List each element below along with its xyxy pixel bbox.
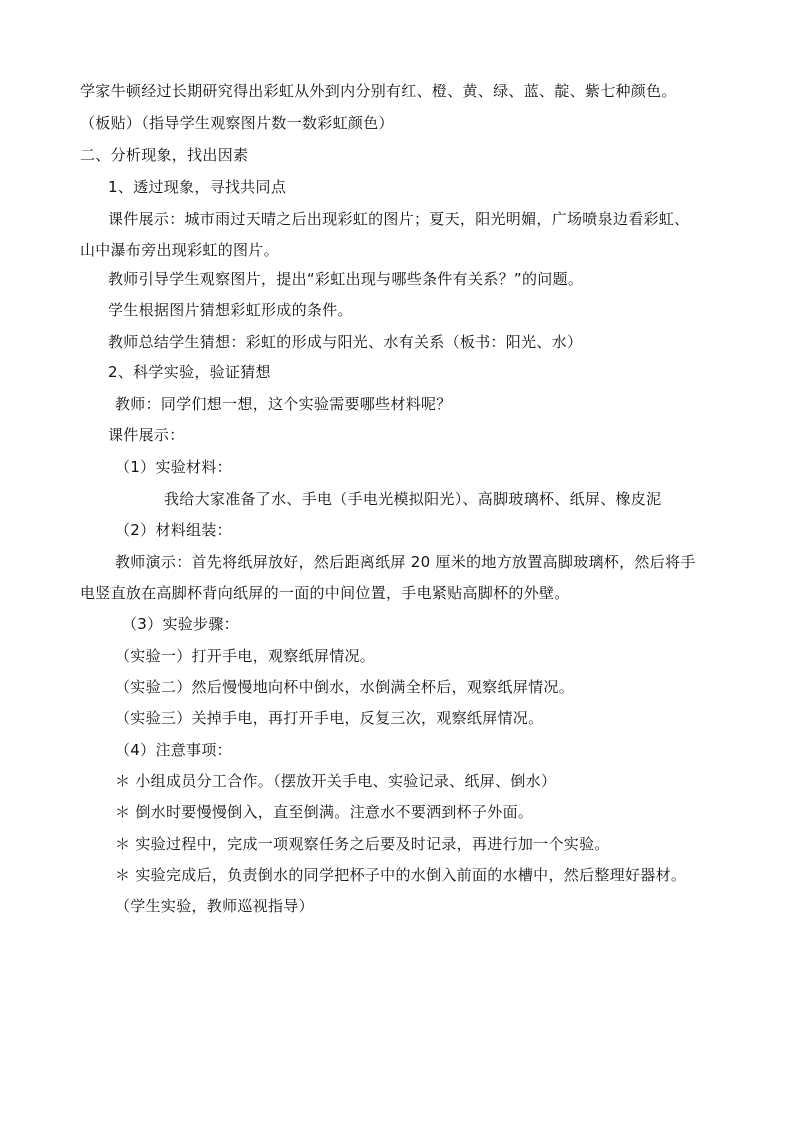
subsection-heading: 1、透过现象，寻找共同点 [108, 178, 287, 196]
subsection-heading: 2、科学实验，验证猜想 [108, 363, 271, 381]
text-line: （实验一）打开手电，观察纸屏情况。 [115, 647, 376, 665]
list-heading: （2）材料组装： [115, 521, 232, 539]
list-item: ＊ 小组成员分工合作。（摆放开关手电、实验记录、纸屏、倒水） [115, 772, 557, 790]
text-line: （实验三）关掉手电，再打开手电，反复三次，观察纸屏情况。 [115, 709, 544, 727]
text-line: 课件展示：城市雨过天晴之后出现彩虹的图片；夏天，阳光明媚，广场喷泉边看彩虹、 [108, 210, 690, 228]
text-line: 我给大家准备了水、手电（手电光模拟阳光）、高脚玻璃杯、纸屏、橡皮泥 [164, 490, 662, 508]
text-line: 电竖直放在高脚杯背向纸屏的一面的中间位置，手电紧贴高脚杯的外壁。 [80, 584, 570, 602]
text-line: （板贴）（指导学生观察图片数一数彩虹颜色） [80, 114, 394, 132]
text-line: 教师：同学们想一想，这个实验需要哪些材料呢？ [115, 395, 452, 413]
list-item: ＊ 实验完成后，负责倒水的同学把杯子中的水倒入前面的水槽中，然后整理好器材。 [115, 866, 687, 884]
text-line: 教师总结学生猜想：彩虹的形成与阳光、水有关系（板书：阳光、水） [108, 333, 583, 351]
list-heading: （4）注意事项： [115, 741, 232, 759]
list-heading: （1）实验材料： [115, 458, 232, 476]
text-line: 教师演示：首先将纸屏放好，然后距离纸屏 20 厘米的地方放置高脚玻璃杯，然后将手 [115, 553, 696, 571]
list-item: ＊ 倒水时要慢慢倒入，直至倒满。注意水不要洒到杯子外面。 [115, 803, 534, 821]
section-heading: 二、分析现象，找出因素 [80, 146, 249, 164]
list-item: ＊ 实验过程中，完成一项观察任务之后要及时记录，再进行加一个实验。 [115, 835, 610, 853]
text-line: （实验二）然后慢慢地向杯中倒水，水倒满全杯后，观察纸屏情况。 [115, 678, 575, 696]
text-line: 学家牛顿经过长期研究得出彩虹从外到内分别有红、橙、黄、绿、蓝、靛、紫七种颜色。 [80, 82, 677, 100]
text-line: 山中瀑布旁出现彩虹的图片。 [80, 241, 279, 259]
text-line: （学生实验，教师巡视指导） [115, 897, 314, 915]
text-line: 课件展示： [108, 426, 185, 444]
list-heading: （3）实验步骤： [122, 615, 239, 633]
text-line: 教师引导学生观察图片，提出“彩虹出现与哪些条件有关系？”的问题。 [108, 270, 584, 288]
text-line: 学生根据图片猜想彩虹形成的条件。 [108, 301, 353, 319]
